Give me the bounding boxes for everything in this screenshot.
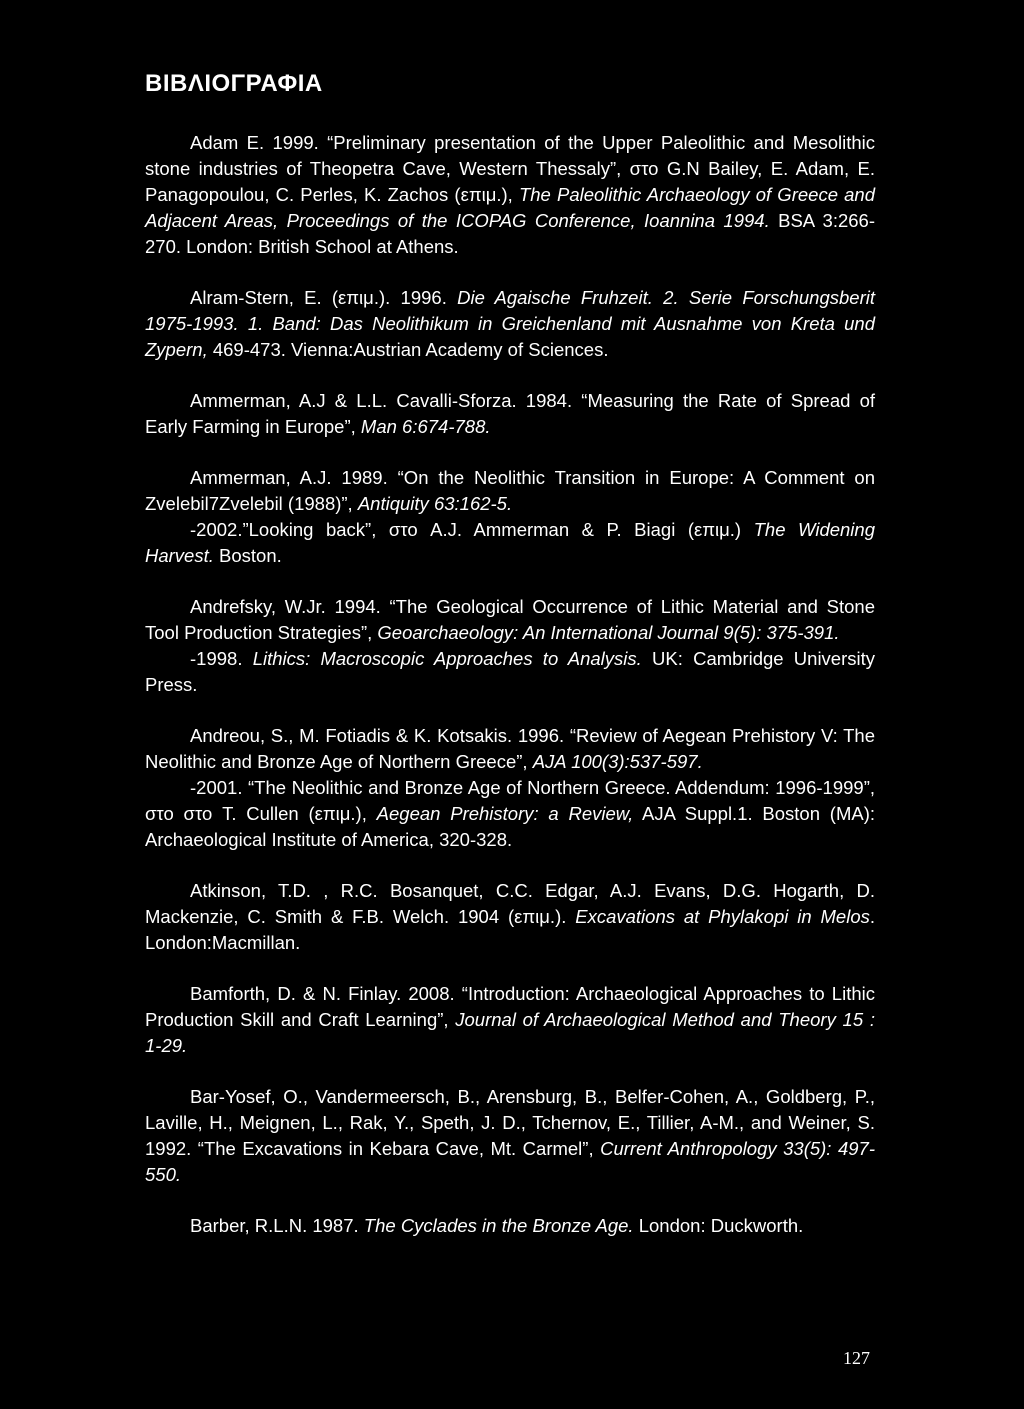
reference-entry (145, 465, 875, 569)
reference-title-italic: Antiquity 63:162-5. (357, 493, 513, 514)
reference-segment: Boston. (213, 545, 282, 566)
reference-title-italic: The Cyclades in the Bronze Age. (363, 1215, 634, 1236)
page-title: ΒΙΒΛΙΟΓΡΑΦΙΑ (145, 70, 323, 97)
reference-continuation (145, 775, 875, 853)
reference-title-italic: Current Anthropology 33(5): 497-550. (145, 1138, 875, 1185)
reference-entry (145, 981, 875, 1059)
reference-continuation (145, 517, 875, 569)
reference-entry (145, 1213, 875, 1239)
reference-entry (145, 130, 875, 260)
reference-entry (145, 388, 875, 440)
reference-title-italic: The Widening Harvest. (145, 519, 875, 566)
reference-segment: Bamforth, D. & N. Finlay. 2008. “Introduction: Archaeological Approaches to Lithic Production Skill and Craft Learning”, (145, 983, 875, 1030)
reference-text (145, 1213, 875, 1239)
reference-title-italic: Excavations at Phylakopi in Melos (575, 906, 870, 927)
reference-segment: Adam E. 1999. “Preliminary presentation of the Upper Paleolithic and Mesolithic stone industries of Theopetra Cave, Western Thessaly”, στο G.N Bailey, E. Adam, E. Panagopoulou, C. Perles, K. Zachos (επιμ.), (145, 132, 875, 205)
reference-segment: 469-473. Vienna:Austrian Academy of Sciences. (207, 339, 609, 360)
bibliography-list (145, 130, 875, 1264)
reference-entry (145, 285, 875, 363)
reference-segment: -2001. “The Neolithic and Bronze Age of Northern Greece. Addendum: 1996-1999”, στο στο T. Cullen (επιμ.), (145, 777, 875, 824)
reference-title-italic: Man 6:674-788. (360, 416, 491, 437)
reference-continuation (145, 646, 875, 698)
reference-segment: Bar-Yosef, O., Vandermeersch, B., Arensburg, B., Belfer-Cohen, A., Goldberg, P., Laville, H., Meignen, L., Rak, Y., Speth, J. D., Tchernov, E., Tillier, A-M., and Weiner, S. 1992. “The Excavations in Kebara Cave, Mt. Carmel”, (145, 1086, 875, 1159)
reference-title-italic: AJA 100(3):537-597. (532, 751, 703, 772)
reference-text (145, 130, 875, 260)
reference-entry (145, 1084, 875, 1188)
reference-title-italic: Journal of Archaeological Method and Theory 15 : 1-29. (145, 1009, 875, 1056)
reference-segment: Ammerman, A.J & L.L. Cavalli-Sforza. 1984. “Measuring the Rate of Spread of Early Farming in Europe”, (145, 390, 875, 437)
reference-text (145, 878, 875, 956)
reference-text (145, 1084, 875, 1188)
reference-segment: Atkinson, T.D. , R.C. Bosanquet, C.C. Edgar, A.J. Evans, D.G. Hogarth, D. Mackenzie, C. Smith & F.B. Welch. 1904 (επιμ.). (145, 880, 875, 927)
reference-segment: Ammerman, A.J. 1989. “On the Neolithic Transition in Europe: A Comment on Zvelebil7Zvelebil (1988)”, (145, 467, 875, 514)
reference-entry (145, 594, 875, 698)
reference-text (145, 465, 875, 517)
reference-title-italic: Die Agaische Fruhzeit. 2. Serie Forschungsberit 1975-1993. 1. Band: Das Neolithikum in Greichenland mit Ausnahme von Kreta und Zypern, (145, 287, 875, 360)
reference-text (145, 594, 875, 646)
reference-text (145, 723, 875, 775)
reference-title-italic: Lithics: Macroscopic Approaches to Analysis. (252, 648, 642, 669)
reference-text (145, 981, 875, 1059)
reference-segment: Andreou, S., M. Fotiadis & K. Kotsakis. 1996. “Review of Aegean Prehistory V: The Neolithic and Bronze Age of Northern Greece”, (145, 725, 875, 772)
reference-segment: London: Duckworth. (633, 1215, 804, 1236)
reference-segment: BSA 3:266-270. London: British School at Athens. (145, 210, 875, 257)
reference-segment: -2002.”Looking back”, στο A.J. Ammerman & P. Biagi (επιμ.) (190, 519, 754, 540)
reference-segment: -1998. (190, 648, 253, 669)
reference-title-italic: Aegean Prehistory: a Review, (376, 803, 634, 824)
reference-segment: Alram-Stern, E. (επιμ.). 1996. (190, 287, 458, 308)
reference-segment: Barber, R.L.N. 1987. (190, 1215, 364, 1236)
reference-text (145, 285, 875, 363)
reference-segment: . London:Macmillan. (145, 906, 875, 953)
reference-entry (145, 723, 875, 853)
reference-title-italic: The Paleolithic Archaeology of Greece and Adjacent Areas, Proceedings of the ICOPAG Conference, Ioannina 1994. (145, 184, 875, 231)
page-number: 127 (843, 1348, 870, 1368)
reference-segment: UK: Cambridge University Press. (145, 648, 876, 695)
reference-entry (145, 878, 875, 956)
reference-segment: AJA Suppl.1. Boston (MA): Archaeological Institute of America, 320-328. (145, 803, 875, 850)
reference-text (145, 388, 875, 440)
reference-title-italic: Geoarchaeology: An International Journal 9(5): 375-391. (377, 622, 840, 643)
reference-segment: Andrefsky, W.Jr. 1994. “The Geological Occurrence of Lithic Material and Stone Tool Production Strategies”, (145, 596, 875, 643)
